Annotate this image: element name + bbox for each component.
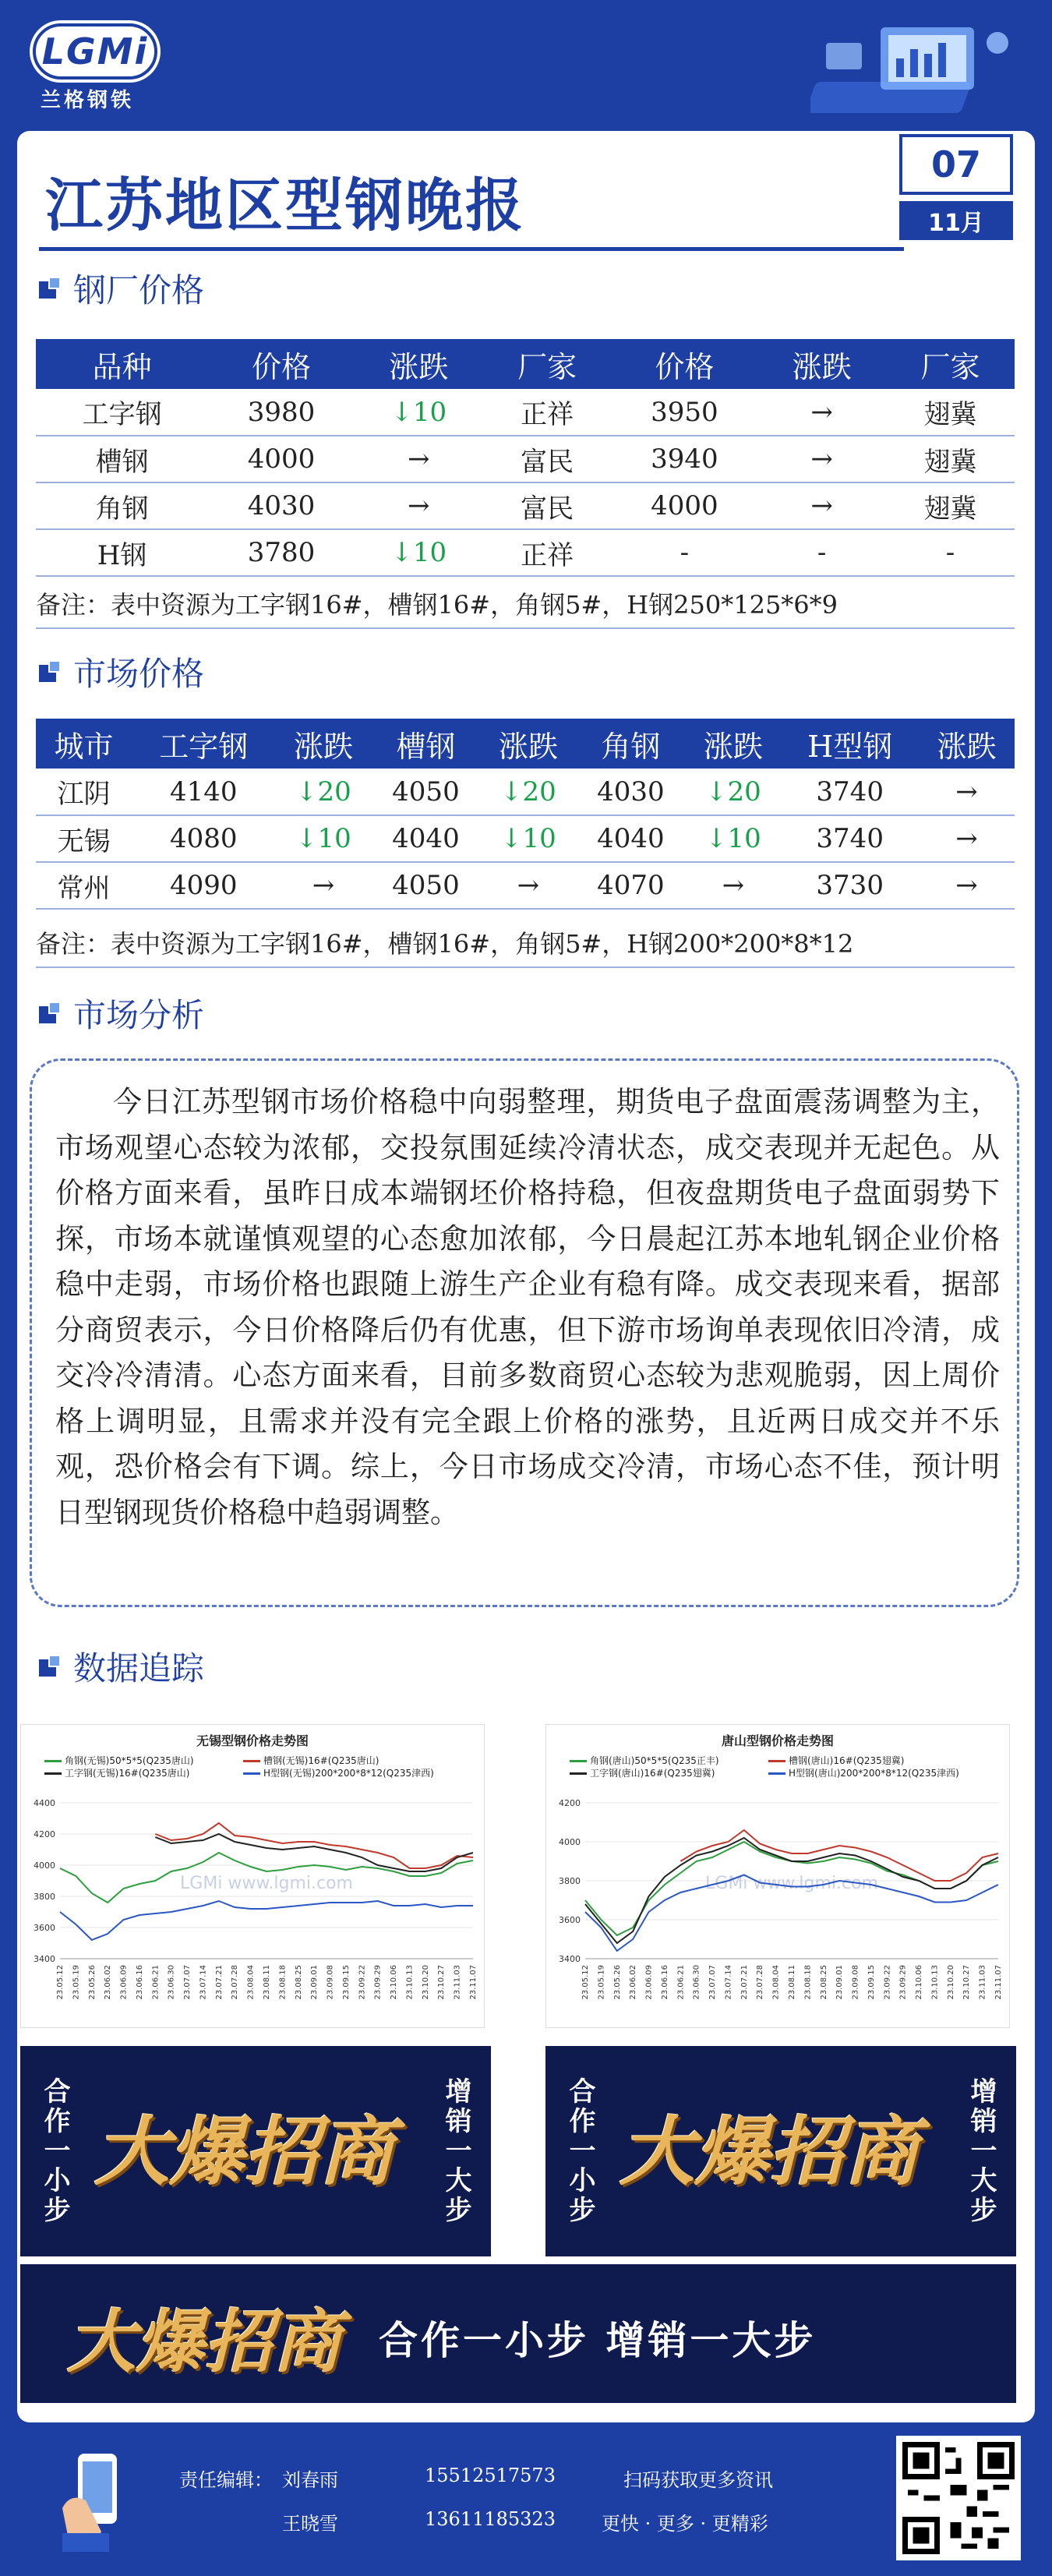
x-tick-label: 23.05.26 (87, 1965, 97, 2000)
x-tick-label: 23.11.07 (469, 1965, 478, 2000)
table-cell: 3740 (781, 815, 919, 862)
x-tick-label: 23.07.28 (756, 1965, 765, 2000)
y-tick-label: 4000 (559, 1837, 581, 1847)
x-tick-label: 23.05.19 (72, 1965, 81, 2000)
x-tick-label: 23.08.04 (771, 1965, 781, 2000)
table-row (36, 815, 1015, 862)
y-tick-label: 3600 (34, 1923, 55, 1933)
y-tick-label: 3400 (559, 1954, 581, 1964)
y-tick-label: 3600 (559, 1915, 581, 1925)
chart-title: 无锡型钢价格走势图 (196, 1733, 309, 1748)
logo (33, 23, 157, 80)
footer-editor-label: 责任编辑： (179, 2469, 273, 2491)
x-tick-label: 23.05.12 (581, 1965, 590, 2000)
table-cell: 4000 (612, 482, 758, 529)
table-cell: 槽钢 (36, 436, 208, 482)
chart-plot (21, 1725, 485, 2029)
x-tick-label: 23.09.29 (373, 1965, 383, 2000)
table-cell: 江阴 (36, 769, 132, 815)
x-tick-label: 23.05.12 (56, 1965, 65, 2000)
banner-left-side: 合作一小步 (564, 2077, 595, 2225)
table-cell: → (685, 862, 781, 909)
table-cell: ↓10 (480, 815, 576, 862)
banner-big-text: 大爆招商 (67, 2301, 342, 2382)
table-cell: 翅冀 (886, 436, 1015, 482)
table-cell: → (275, 862, 371, 909)
logo-text: LGMi (41, 30, 149, 72)
table-cell: ↓10 (355, 529, 483, 576)
title-underline (39, 247, 904, 251)
y-tick-label: 3800 (34, 1892, 55, 1902)
legend-label: 角钢(无锡)50*5*5(Q235唐山) (65, 1755, 194, 1766)
table-row (36, 529, 1015, 576)
logo-subtitle: 兰格钢铁 (41, 89, 135, 112)
table-cell: ↓10 (275, 815, 371, 862)
y-tick-label: 4200 (34, 1829, 55, 1839)
x-tick-label: 23.11.03 (453, 1965, 462, 2000)
market-price-table (36, 719, 1015, 910)
table-cell: → (355, 436, 483, 482)
footer-phone-2: 13611185323 (425, 2508, 556, 2530)
table-header-cell: 涨跌 (757, 339, 886, 389)
x-tick-label: 23.09.08 (851, 1965, 860, 2000)
table-row (36, 482, 1015, 529)
table-cell: 3950 (612, 389, 758, 436)
table-cell: → (355, 482, 483, 529)
market-note: 备注：表中资源为工字钢16#，槽钢16#，角钢5#，H钢200*200*8*12 (36, 920, 1015, 968)
chart-title: 唐山型钢价格走势图 (721, 1733, 834, 1748)
section-square-icon (39, 277, 62, 300)
banner-big-text: 大爆招商 (94, 2108, 394, 2196)
x-tick-label: 23.09.15 (341, 1965, 351, 2000)
table-cell: ↓10 (355, 389, 483, 436)
table-header-cell: 价格 (612, 339, 758, 389)
table-cell: 4090 (132, 862, 275, 909)
table-cell: 翅冀 (886, 389, 1015, 436)
date-day: 07 (899, 134, 1013, 195)
legend-label: 槽钢(唐山)16#(Q235翅冀) (789, 1755, 905, 1766)
section-title-mill: 钢厂价格 (73, 271, 205, 309)
x-tick-label: 23.07.07 (183, 1965, 192, 2000)
x-tick-label: 23.08.11 (263, 1965, 271, 2000)
x-tick-label: 23.09.15 (867, 1965, 876, 2000)
x-tick-label: 23.06.02 (104, 1965, 113, 2000)
table-cell: - (612, 529, 758, 576)
y-tick-label: 4400 (34, 1798, 55, 1808)
legend-label: H型钢(唐山)200*200*8*12(Q235津西) (789, 1768, 959, 1779)
legend-label: 工字钢(唐山)16#(Q235翅冀) (590, 1768, 715, 1779)
x-tick-label: 23.06.09 (644, 1965, 654, 2000)
table-cell: 4030 (208, 482, 355, 529)
table-cell: ↓10 (685, 815, 781, 862)
table-cell: ↓20 (480, 769, 576, 815)
x-tick-label: 23.07.28 (231, 1965, 240, 2000)
x-tick-label: 23.10.06 (915, 1965, 924, 2000)
y-tick-label: 3800 (559, 1876, 581, 1886)
table-cell: 富民 (483, 436, 612, 482)
qr-code[interactable] (896, 2436, 1021, 2560)
x-tick-label: 23.10.27 (437, 1965, 447, 2000)
x-tick-label: 23.06.16 (135, 1965, 144, 2000)
x-tick-label: 23.08.18 (803, 1965, 813, 2000)
x-tick-label: 23.08.25 (294, 1965, 303, 2000)
table-cell: H钢 (36, 529, 208, 576)
table-cell: 正祥 (483, 529, 612, 576)
x-tick-label: 23.09.22 (883, 1965, 892, 2000)
x-tick-label: 23.08.18 (278, 1965, 288, 2000)
table-header-cell: 槽钢 (371, 719, 480, 769)
title-row (39, 160, 1021, 253)
legend-label: 角钢(唐山)50*5*5(Q235正丰) (590, 1755, 719, 1766)
table-cell: → (919, 815, 1015, 862)
page-title: 江苏地区型钢晚报 (45, 172, 525, 239)
date-badge (899, 134, 1013, 243)
table-cell: 4050 (371, 769, 480, 815)
section-title-analysis: 市场分析 (73, 996, 205, 1034)
table-row (36, 389, 1015, 436)
analysis-text: 今日江苏型钢市场价格稳中向弱整理，期货电子盘面震荡调整为主，市场观望心态较为浓郁，交投氛围延续冷清状态，成交表现并无起色。从价格方面来看，虽昨日成本端钢坯价格持稳，但夜盘期货电子盘面弱势下探，市场本就谨慎观望的心态愈加浓郁，今日晨起江苏本地轧钢企业价格稳中走弱，市场价格也跟随上游生产企业有稳有降。成交表现来看，据部分商贸表示，今日价格降后仍有优惠，但下游市场询单表现依旧冷清，成交冷冷清清。心态方面来看，目前多数商贸心态较为悲观脆弱，因上周价格上调明显，且需求并没有完全跟上价格的涨势，且近两日成交并不乐观，恐价格会有下调。综上，今日市场成交冷清，市场心态不佳，预计明日型钢现货价格稳中趋弱调整。 (55, 1085, 1000, 1529)
y-tick-label: 3400 (34, 1954, 55, 1964)
mill-note: 备注：表中资源为工字钢16#，槽钢16#，角钢5#，H钢250*125*6*9 (36, 581, 1015, 629)
header-band (0, 0, 1052, 133)
footer-editor-1: 刘春雨 (282, 2469, 338, 2491)
date-month: 11月 (899, 201, 1013, 240)
table-cell: 4050 (371, 862, 480, 909)
table-cell: 3730 (781, 862, 919, 909)
y-tick-label: 4200 (559, 1798, 581, 1808)
x-tick-label: 23.07.21 (740, 1965, 749, 2000)
mill-price-table (36, 339, 1015, 577)
table-cell: → (757, 389, 886, 436)
x-tick-label: 23.06.21 (676, 1965, 686, 2000)
section-square-icon (39, 660, 62, 684)
x-tick-label: 23.06.09 (119, 1965, 129, 2000)
qr-code-icon (902, 2442, 1015, 2554)
table-cell: 4080 (132, 815, 275, 862)
table-header-cell: 涨跌 (275, 719, 371, 769)
table-header-cell: H型钢 (781, 719, 919, 769)
table-cell: - (757, 529, 886, 576)
x-tick-label: 23.07.14 (724, 1965, 733, 2000)
table-cell: 4030 (576, 769, 685, 815)
section-header-analysis (39, 990, 204, 1037)
table-cell: 3980 (208, 389, 355, 436)
x-tick-label: 23.09.08 (326, 1965, 335, 2000)
x-tick-label: 23.10.20 (946, 1965, 955, 2000)
legend-label: 槽钢(无锡)16#(Q235唐山) (263, 1755, 379, 1766)
table-cell: 4140 (132, 769, 275, 815)
table-cell: → (919, 769, 1015, 815)
x-tick-label: 23.10.20 (421, 1965, 430, 2000)
table-row (36, 769, 1015, 815)
chart-plot (546, 1725, 1011, 2029)
table-cell: 正祥 (483, 389, 612, 436)
x-tick-label: 23.07.07 (708, 1965, 718, 2000)
table-cell: ↓20 (275, 769, 371, 815)
table-cell: → (919, 862, 1015, 909)
table-row (36, 862, 1015, 909)
x-tick-label: 23.05.19 (597, 1965, 606, 2000)
x-tick-label: 23.10.06 (390, 1965, 399, 2000)
x-tick-label: 23.10.27 (962, 1965, 972, 2000)
footer-phone-1: 15512517573 (425, 2465, 556, 2486)
x-tick-label: 23.10.13 (405, 1965, 415, 2000)
ad-banner-right[interactable] (545, 2046, 1016, 2256)
table-cell: - (886, 529, 1015, 576)
footer (0, 2424, 1052, 2576)
table-cell: 无锡 (36, 815, 132, 862)
legend-label: H型钢(无锡)200*200*8*12(Q235津西) (263, 1768, 434, 1779)
section-title-tracking: 数据追踪 (73, 1649, 205, 1687)
table-header-cell: 工字钢 (132, 719, 275, 769)
table-cell: 4040 (371, 815, 480, 862)
section-header-mill (39, 265, 204, 312)
chart-tangshan (545, 1724, 1010, 2028)
x-tick-label: 23.08.11 (788, 1965, 796, 2000)
phone-hand-icon (55, 2446, 140, 2555)
ad-banner-left[interactable] (20, 2046, 491, 2256)
table-cell: 3940 (612, 436, 758, 482)
table-header-cell: 涨跌 (355, 339, 483, 389)
legend-label: 工字钢(无锡)16#(Q235唐山) (65, 1768, 190, 1779)
table-header-cell: 涨跌 (685, 719, 781, 769)
table-cell: 工字钢 (36, 389, 208, 436)
x-tick-label: 23.06.30 (167, 1965, 176, 2000)
table-header-cell: 厂家 (886, 339, 1015, 389)
x-tick-label: 23.06.30 (692, 1965, 701, 2000)
footer-tagline: 更快 · 更多 · 更精彩 (602, 2513, 768, 2535)
table-header-cell: 角钢 (576, 719, 685, 769)
table-cell: → (757, 482, 886, 529)
table-header-cell: 品种 (36, 339, 208, 389)
x-tick-label: 23.11.03 (978, 1965, 987, 2000)
section-title-market: 市场价格 (73, 655, 205, 693)
x-tick-label: 23.08.25 (819, 1965, 828, 2000)
banner-left-side: 合作一小步 (39, 2077, 70, 2225)
x-tick-label: 23.09.01 (835, 1965, 845, 2000)
table-header-cell: 价格 (208, 339, 355, 389)
footer-scan-text: 扫码获取更多资讯 (623, 2469, 773, 2491)
table-header-cell: 涨跌 (919, 719, 1015, 769)
ad-banner-wide[interactable] (20, 2264, 1016, 2403)
section-square-icon (39, 1655, 62, 1678)
x-tick-label: 23.10.13 (930, 1965, 940, 2000)
table-cell: ↓20 (685, 769, 781, 815)
x-tick-label: 23.06.16 (660, 1965, 669, 2000)
x-tick-label: 23.09.01 (310, 1965, 319, 2000)
section-header-market (39, 648, 204, 695)
table-cell: 4070 (576, 862, 685, 909)
table-cell: 翅冀 (886, 482, 1015, 529)
x-tick-label: 23.11.07 (994, 1965, 1003, 2000)
x-tick-label: 23.07.21 (214, 1965, 224, 2000)
x-tick-label: 23.09.29 (898, 1965, 908, 2000)
tech-illustration-icon (810, 12, 1036, 129)
banner-right-side: 增销一大步 (966, 2077, 997, 2225)
x-tick-label: 23.07.14 (199, 1965, 208, 2000)
x-tick-label: 23.06.21 (151, 1965, 161, 2000)
x-tick-label: 23.05.26 (612, 1965, 622, 2000)
table-header-cell: 厂家 (483, 339, 612, 389)
table-cell: 3780 (208, 529, 355, 576)
table-header-cell: 城市 (36, 719, 132, 769)
banner-right-side: 增销一大步 (440, 2077, 471, 2225)
section-header-tracking (39, 1643, 204, 1690)
y-tick-label: 4000 (34, 1860, 55, 1871)
x-tick-label: 23.09.22 (358, 1965, 367, 2000)
table-header-cell: 涨跌 (480, 719, 576, 769)
table-cell: 常州 (36, 862, 132, 909)
chart-watermark: LGMi www.lgmi.com (705, 1874, 878, 1893)
banner-slogan: 合作一小步 增销一大步 (379, 2318, 817, 2363)
table-row (36, 436, 1015, 482)
section-square-icon (39, 1002, 62, 1025)
series-line (585, 1875, 998, 1952)
chart-wuxi (20, 1724, 485, 2028)
table-cell: 富民 (483, 482, 612, 529)
table-cell: → (757, 436, 886, 482)
table-cell: 角钢 (36, 482, 208, 529)
x-tick-label: 23.08.04 (246, 1965, 256, 2000)
banner-big-text: 大爆招商 (620, 2108, 919, 2196)
table-cell: 4040 (576, 815, 685, 862)
table-cell: 4000 (208, 436, 355, 482)
table-cell: → (480, 862, 576, 909)
series-line (60, 1901, 473, 1940)
x-tick-label: 23.06.02 (629, 1965, 638, 2000)
table-cell: 3740 (781, 769, 919, 815)
chart-watermark: LGMi www.lgmi.com (180, 1874, 353, 1893)
footer-editor-2: 王晓雪 (282, 2513, 338, 2535)
analysis-box (30, 1058, 1019, 1607)
